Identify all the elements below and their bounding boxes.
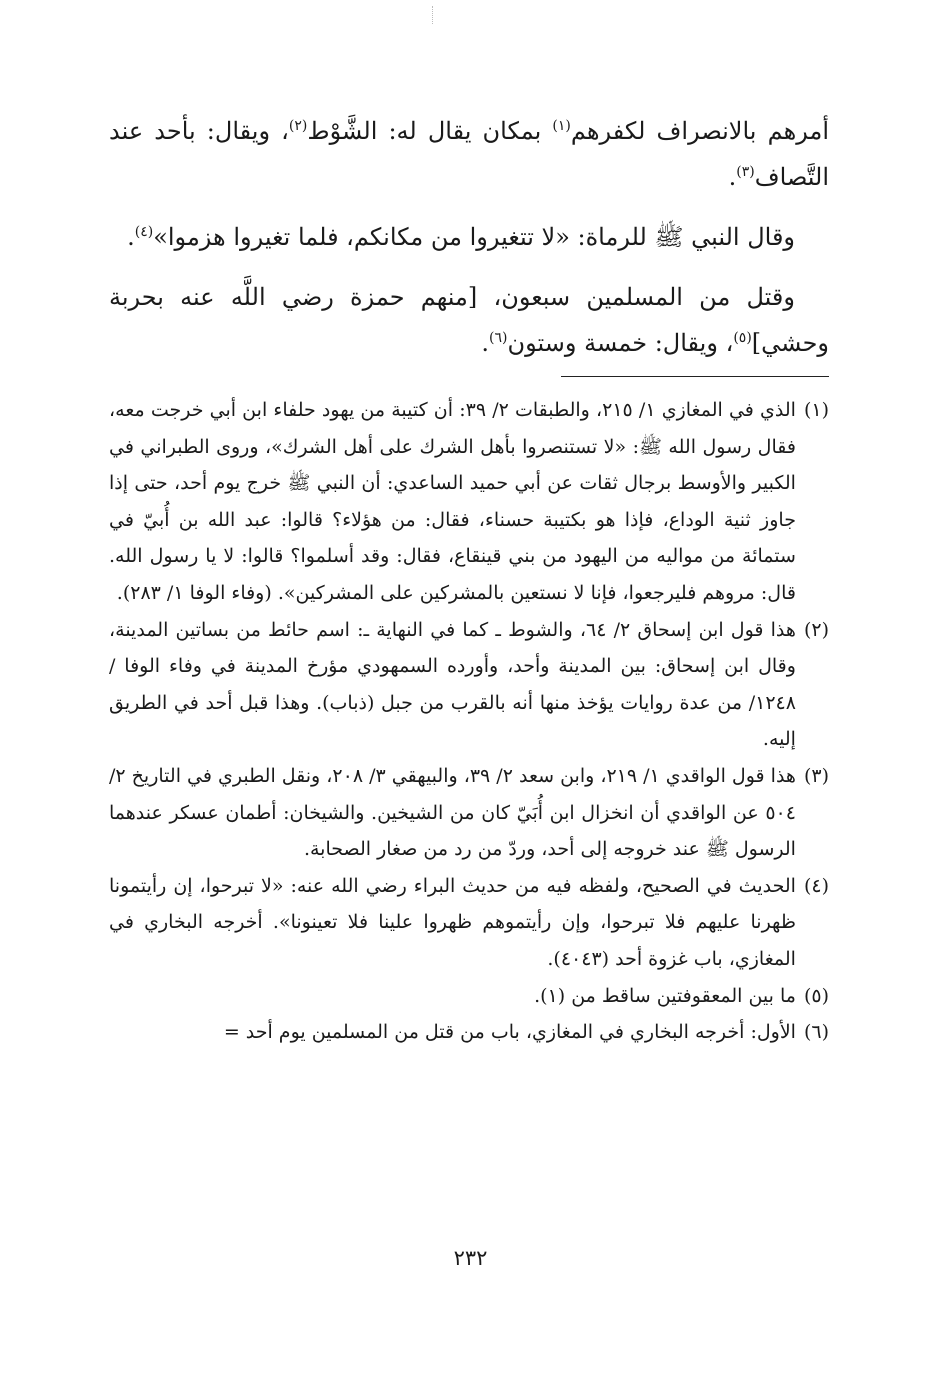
paragraph-text: ، ويقال: بأحد عند التَّصاف [109,117,829,191]
paragraph-text: . [481,329,490,357]
paragraph-text: بمكان يقال له: الشَّوْط [307,117,553,145]
paragraph-text: . [127,223,135,251]
footnote-number: (٥) [803,984,829,1007]
footnote-marker: (٦) [489,330,508,346]
footnote-marker: (٣) [736,164,755,180]
footnote-text: الأول: أخرجه البخاري في المغازي، باب من قتل من المسلمين يوم أحد = [223,1021,796,1044]
page-number: ٢٣٢ [453,1246,488,1270]
footnote-text: ما بين المعقوفتين ساقط من (١). [534,984,796,1007]
footnote-number: (٣) [803,764,829,787]
footnote-marker: (٥) [733,330,752,346]
footnote-text: هذا قول ابن إسحاق ٢/ ٦٤، والشوط ـ كما في النهاية ـ: اسم حائط من بساتين المدينة، وقال ابن إسحاق: بين المدينة وأحد، وأورده السمهودي مؤرخ المدينة في وفاء الوفا /١٢٤٨/ من عدة روايات يؤخذ منها أنه بالقرب من جبل (ذباب). وهذا قبل أحد في الطريق إليه. [109,618,796,751]
paragraph-text: وقال النبي ﷺ للرماة: «لا تتغيروا من مكانكم، فلما تغيروا هزموا» [153,223,795,251]
paragraph-text: وقتل من المسلمين سبعون، [منهم حمزة رضي اللَّه عنه بحربة وحشي] [109,283,829,357]
paragraph-text: أمرهم بالانصراف لكفرهم [570,117,829,145]
paragraph-text: . [728,163,737,191]
footnotes [109,392,829,1051]
paragraph-text: ، ويقال: خمسة وستون [507,329,734,357]
footnote-1 [109,392,829,612]
main-paragraph-3 [109,274,829,366]
footnote-marker: (١) [552,118,571,134]
footnote-number: (٢) [803,618,829,641]
footnote-marker: (٤) [134,224,154,240]
footnote-text: الحديث في الصحيح، ولفظه فيه من حديث البراء رضي الله عنه: «لا تبرحوا، إن رأيتمونا ظهرنا عليهم فلا تبرحوا، وإن رأيتموهم ظهروا علينا فلا تعينونا». أخرجه البخاري في المغازي، باب غزوة أحد (٤٠٤٣). [109,874,796,970]
main-paragraph-1 [109,108,829,200]
footnote-text: هذا قول الواقدي ١/ ٢١٩، وابن سعد ٢/ ٣٩، والبيهقي ٣/ ٢٠٨، ونقل الطبري في التاريخ ٢/ ٥٠٤ عن الواقدي أن انخزال ابن أُبَيّ كان من الشيخين. والشيخان: أطمان عسكر عندهما الرسول ﷺ عند خروجه إلى أحد، وردّ من رد من صغار الصحابة. [109,764,796,861]
main-text [109,108,829,380]
footnote-text: الذي في المغازي ١/ ٢١٥، والطبقات ٢/ ٣٩: أن كتيبة من يهود حلفاء ابن أبي خرجت معه، فقال رسول الله ﷺ: «لا تستنصروا بأهل الشرك على أهل الشرك»، وروى الطبراني في الكبير والأوسط برجال ثقات عن أبي حميد الساعدي: أن النبي ﷺ خرج يوم أحد، حتى إذا جاوز ثنية الوداع، فإذا هو بكتيبة حسناء، فقال: من هؤلاء؟ قالوا: عبد الله بن أُبيّ في ستمائة من مواليه من اليهود من بني قينقاع، فقال: وقد أسلموا؟ قالوا: لا يا رسول الله. قال: مروهم فليرجعوا، فإنا لا نستعين بالمشركين على المشركين». (وفاء الوفا ١/ ٢٨٣). [109,399,796,604]
footnote-number: (٤) [803,874,829,897]
scan-mark [432,6,434,24]
footnote-number: (٦) [803,1021,829,1044]
footnote-4 [109,868,829,978]
footnote-2 [109,612,829,758]
footnote-3 [109,758,829,868]
footnote-divider [561,376,829,377]
footnote-marker: (٢) [288,118,308,134]
main-paragraph-2 [109,214,829,260]
footnote-6 [109,1014,829,1051]
footnote-5 [109,978,829,1015]
footnote-number: (١) [803,399,829,421]
